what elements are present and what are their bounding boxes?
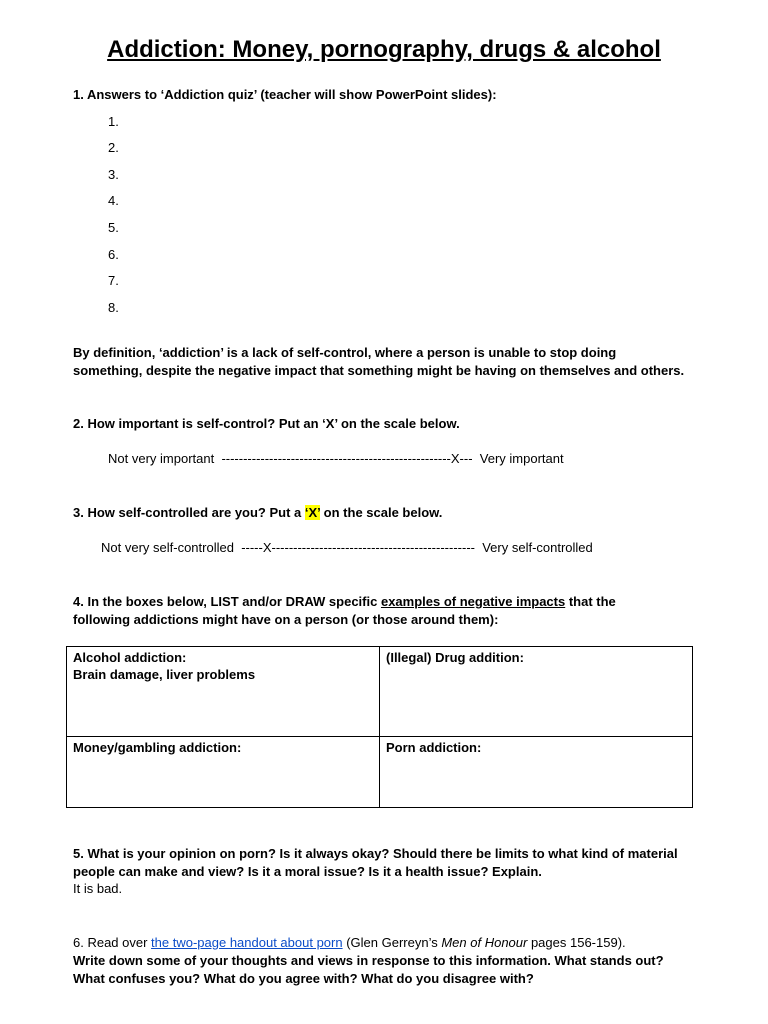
page-title: Addiction: Money, pornography, drugs & alcohol [107, 36, 661, 63]
quiz-answer-7: 7. [108, 273, 119, 288]
money-gambling-addiction-title: Money/gambling addiction: [73, 740, 242, 755]
book-title: Men of Honour [441, 935, 528, 950]
scale-left-label: Not very important [108, 451, 215, 466]
question-5-answer: It is bad. [73, 881, 123, 896]
drug-addiction-cell[interactable] [380, 647, 693, 737]
quiz-answer-6: 6. [108, 247, 119, 262]
question-6-lead: 6. Read over the two-page handout about porn (Glen Gerreyn’s Men of Honour pages 156-159). [73, 935, 626, 950]
scale-right-label: Very important [479, 451, 564, 466]
scale-line-with-mark: -----------------------------------------------------X--- [221, 451, 473, 466]
quiz-answer-3: 3. [108, 167, 119, 182]
alcohol-addiction-answer: Brain damage, liver problems [73, 667, 256, 682]
self-control-scale [101, 540, 593, 555]
porn-addiction-cell[interactable] [380, 737, 693, 808]
quiz-answer-8: 8. [108, 300, 119, 315]
alcohol-addiction-title: Alcohol addiction: [73, 650, 187, 665]
question-2-prompt: 2. How important is self-control? Put an ‘X’ on the scale below. [73, 416, 460, 431]
scale-right-label: Very self-controlled [482, 540, 593, 555]
porn-addiction-title: Porn addiction: [386, 740, 482, 755]
handout-link[interactable]: the two-page handout about porn [151, 935, 343, 950]
question-1-prompt: 1. Answers to ‘Addiction quiz’ (teacher will show PowerPoint slides): [73, 87, 497, 102]
addiction-impacts-table [66, 646, 693, 808]
quiz-answer-2: 2. [108, 140, 119, 155]
importance-scale [108, 451, 564, 466]
quiz-answer-5: 5. [108, 220, 119, 235]
alcohol-addiction-cell[interactable] [67, 647, 380, 737]
scale-left-label: Not very self-controlled [101, 540, 234, 555]
highlighted-x: ‘X’ [304, 505, 321, 520]
drug-addiction-title: (Illegal) Drug addition: [386, 650, 524, 665]
question-6-prompt: Write down some of your thoughts and views in response to this information. What stands out? What confuses you? What do you agree with? What do you disagree with? [73, 953, 664, 986]
scale-line-with-mark: -----X----------------------------------------------- [241, 540, 475, 555]
underlined-phrase: examples of negative impacts [380, 594, 566, 609]
question-5-prompt: 5. What is your opinion on porn? Is it always okay? Should there be limits to what kind of material people can make and view? Is it a moral issue? Is it a health issue? Explain. [73, 846, 678, 879]
addiction-definition: By definition, ‘addiction’ is a lack of self-control, where a person is unable to stop doing something, despite the negative impact that something might be having on themselves and others. [73, 345, 685, 378]
quiz-answer-4: 4. [108, 193, 119, 208]
quiz-answer-1: 1. [108, 114, 119, 129]
question-3-prompt: 3. How self-controlled are you? Put a ‘X’ on the scale below. [73, 505, 443, 520]
question-4-prompt: 4. In the boxes below, LIST and/or DRAW specific examples of negative impacts that the following addictions might have on a person (or those around them): [73, 594, 616, 627]
money-gambling-addiction-cell[interactable] [67, 737, 380, 808]
